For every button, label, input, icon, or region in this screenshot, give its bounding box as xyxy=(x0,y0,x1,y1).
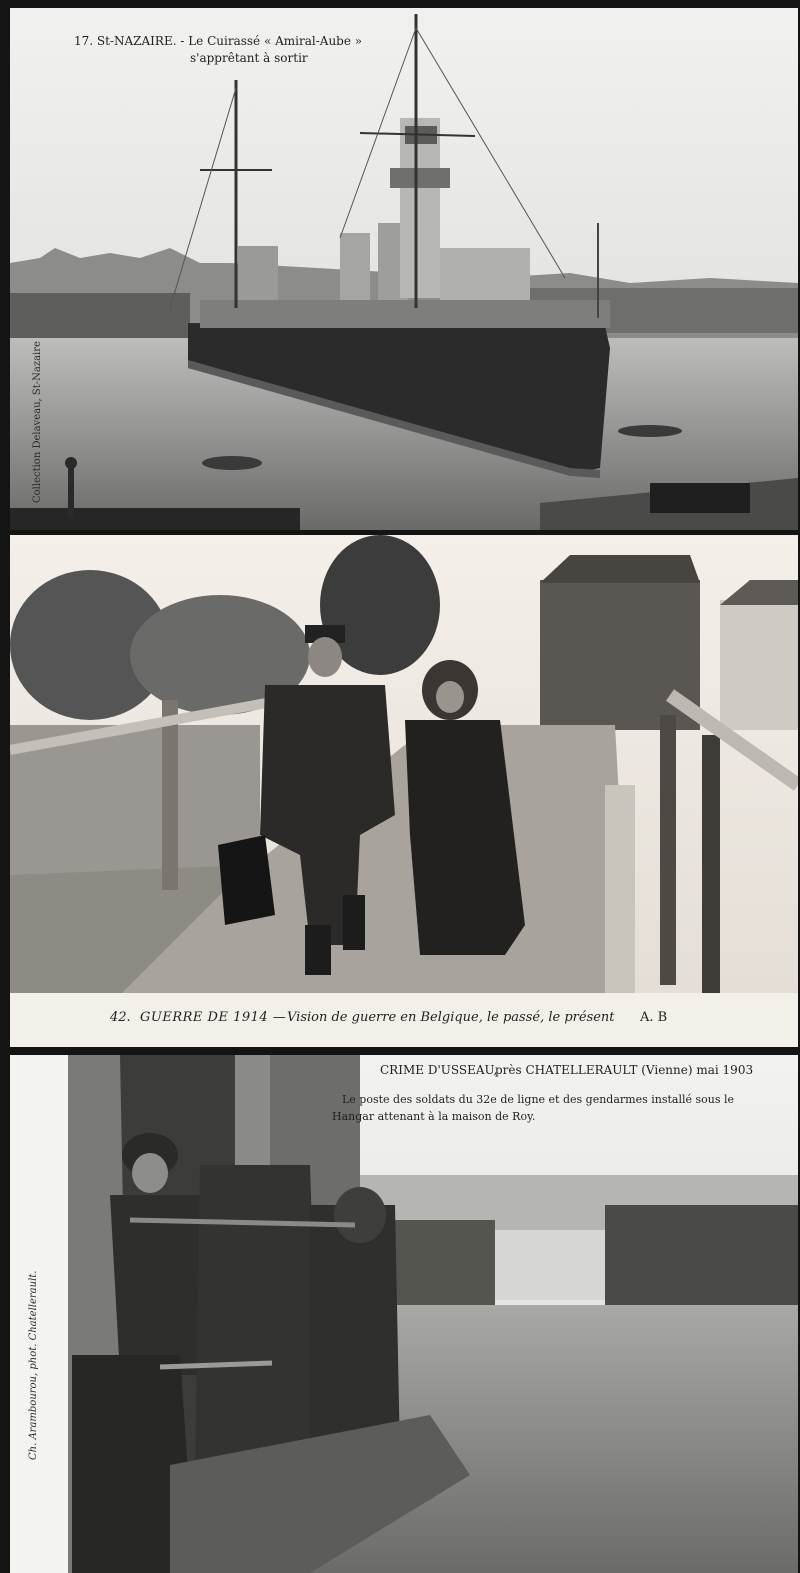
heading-left: CRIME D'USSEAU, xyxy=(380,1063,498,1077)
caption-line-2: s'apprêtant à sortir xyxy=(190,51,308,65)
postcard-war-vision xyxy=(10,535,798,1047)
postcard-crime-usseau xyxy=(10,1055,798,1573)
caption-line-1: Le poste des soldats du 32e de ligne et des gendarmes installé sous le xyxy=(342,1093,735,1106)
battleship-photo xyxy=(10,8,798,530)
photographer-side-text: Ch. Arambourou, phot. Chatellerault. xyxy=(28,1270,39,1460)
caption-line-2: Hangar attenant à la maison de Roy. xyxy=(332,1110,536,1123)
heading-right: près CHATELLERAULT (Vienne) mai 1903 xyxy=(495,1063,754,1077)
caption-text: Vision de guerre en Belgique, le passé, le présent xyxy=(287,1010,615,1025)
war-vision-photo xyxy=(10,535,798,1047)
caption-line-1: 17. St-NAZAIRE. - Le Cuirassé « Amiral-Aube » xyxy=(74,34,363,48)
caption-number: 42. xyxy=(110,1010,131,1025)
caption-initials: A. B xyxy=(640,1010,668,1025)
soldiers-post-photo xyxy=(10,1055,798,1573)
publisher-side-text: Collection Delaveau, St-Nazaire xyxy=(32,341,43,503)
postcard-battleship xyxy=(10,8,798,530)
caption-title: GUERRE DE 1914 — xyxy=(140,1010,287,1025)
